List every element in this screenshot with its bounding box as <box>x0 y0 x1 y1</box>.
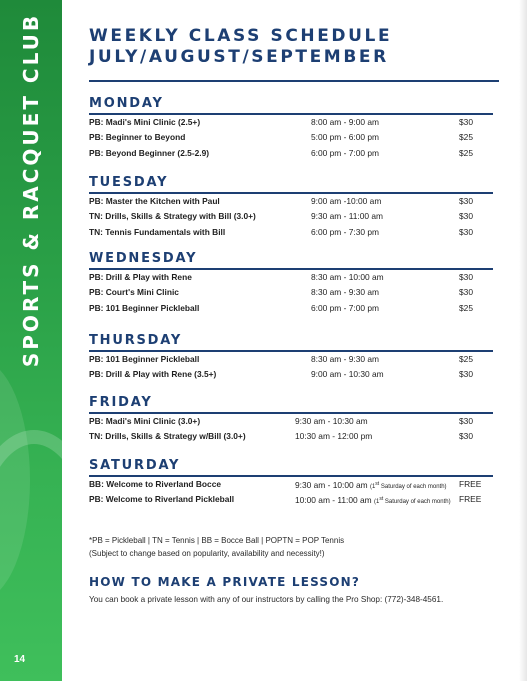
class-row <box>89 414 493 430</box>
page-edge-shadow <box>519 0 527 681</box>
day-section-saturday <box>89 458 493 508</box>
class-time: 9:00 am -10:00 am <box>311 195 382 206</box>
class-time-range: 10:00 am - 11:00 am <box>295 495 372 505</box>
class-time: 9:00 am - 10:30 am <box>311 369 384 379</box>
class-name: TN: Drills, Skills & Strategy w/Bill (3.0+) <box>89 431 246 441</box>
class-time: 5:00 pm - 6:00 pm <box>311 132 379 142</box>
class-row <box>89 492 493 508</box>
class-price: $30 <box>459 271 473 282</box>
class-time: 9:30 am - 11:00 am <box>311 211 384 221</box>
class-price: $25 <box>459 353 473 364</box>
class-name: PB: 101 Beginner Pickleball <box>89 302 200 313</box>
class-price: $30 <box>459 116 473 127</box>
class-time: 8:30 am - 9:30 am <box>311 287 379 297</box>
class-row <box>89 429 493 445</box>
schedule-note: (1st Saturday of each month) <box>369 480 447 490</box>
title-line-2: JULY/AUGUST/SEPTEMBER <box>89 47 389 67</box>
class-row <box>89 367 493 383</box>
class-time: 8:00 am - 9:00 am <box>311 116 379 127</box>
day-heading: MONDAY <box>89 96 164 111</box>
class-price: $30 <box>459 431 473 441</box>
class-name: PB: Madi's Mini Clinic (3.0+) <box>89 415 201 426</box>
class-row <box>89 285 493 301</box>
green-sidebar <box>0 0 62 681</box>
day-heading: SATURDAY <box>89 458 181 473</box>
private-lesson-heading: HOW TO MAKE A PRIVATE LESSON? <box>89 575 361 589</box>
club-title: SPORTS & RACQUET CLUB <box>19 12 43 368</box>
day-section-friday <box>89 395 493 445</box>
class-row <box>89 209 493 225</box>
private-lesson-text: You can book a private lesson with any of our instructors by calling the Pro Shop: (772)-348-4561. <box>89 595 444 604</box>
class-price: $30 <box>459 211 473 221</box>
class-row <box>89 352 493 368</box>
class-price: FREE <box>459 478 482 489</box>
class-time: 6:00 pm - 7:00 pm <box>311 302 379 313</box>
day-heading: THURSDAY <box>89 333 183 348</box>
decorative-swoosh <box>0 430 62 681</box>
page-title <box>89 26 392 68</box>
class-name: PB: Beginner to Beyond <box>89 132 186 142</box>
day-section-monday <box>89 96 493 161</box>
abbreviation-legend: *PB = Pickleball | TN = Tennis | BB = Bocce Ball | POPTN = POP Tennis <box>89 536 345 545</box>
page-number: 14 <box>14 654 26 665</box>
class-name: PB: Master the Kitchen with Paul <box>89 195 220 206</box>
class-time: 9:30 am - 10:30 am <box>295 415 368 426</box>
class-row <box>89 194 493 210</box>
class-price: $25 <box>459 302 473 313</box>
day-heading: WEDNESDAY <box>89 251 198 266</box>
class-row <box>89 301 493 317</box>
day-heading: FRIDAY <box>89 395 153 410</box>
class-time: 8:30 am - 10:00 am <box>311 271 384 282</box>
class-name: PB: Madi's Mini Clinic (2.5+) <box>89 116 201 127</box>
title-line-1: WEEKLY CLASS SCHEDULE <box>89 26 393 46</box>
class-price: $30 <box>459 195 473 206</box>
class-row <box>89 146 493 162</box>
class-name: PB: Welcome to Riverland Pickleball <box>89 494 235 504</box>
class-row <box>89 115 493 131</box>
class-name: TN: Drills, Skills & Strategy with Bill (3.0+) <box>89 211 256 221</box>
class-name: PB: 101 Beginner Pickleball <box>89 353 200 364</box>
day-heading: TUESDAY <box>89 175 169 190</box>
schedule-note: (1st Saturday of each month) <box>374 496 451 505</box>
class-price: $30 <box>459 287 473 297</box>
class-name: PB: Drill & Play with Rene <box>89 271 192 282</box>
class-price: FREE <box>459 494 482 504</box>
day-section-tuesday <box>89 175 493 240</box>
day-section-thursday <box>89 333 493 383</box>
class-name: PB: Court's Mini Clinic <box>89 287 179 297</box>
class-price: $30 <box>459 415 473 426</box>
class-name: TN: Tennis Fundamentals with Bill <box>89 226 226 237</box>
class-price: $30 <box>459 226 473 237</box>
day-section-wednesday <box>89 251 493 316</box>
class-time: 10:30 am - 12:00 pm <box>295 431 373 441</box>
class-time <box>295 492 451 511</box>
schedule-disclaimer: (Subject to change based on popularity, availability and necessity!) <box>89 549 325 558</box>
class-name: PB: Beyond Beginner (2.5-2.9) <box>89 147 210 158</box>
class-name: BB: Welcome to Riverland Bocce <box>89 478 222 489</box>
class-time: 8:30 am - 9:30 am <box>311 353 379 364</box>
class-time: 6:00 pm - 7:30 pm <box>311 226 379 237</box>
class-row <box>89 225 493 241</box>
class-row <box>89 477 493 493</box>
class-name: PB: Drill & Play with Rene (3.5+) <box>89 369 217 379</box>
title-divider <box>89 80 499 82</box>
class-row <box>89 270 493 286</box>
class-price: $30 <box>459 369 473 379</box>
class-price: $25 <box>459 132 473 142</box>
class-price: $25 <box>459 147 473 158</box>
class-time: 6:00 pm - 7:00 pm <box>311 147 379 158</box>
class-row <box>89 130 493 146</box>
class-time-range: 9:30 am - 10:00 am <box>295 479 368 490</box>
